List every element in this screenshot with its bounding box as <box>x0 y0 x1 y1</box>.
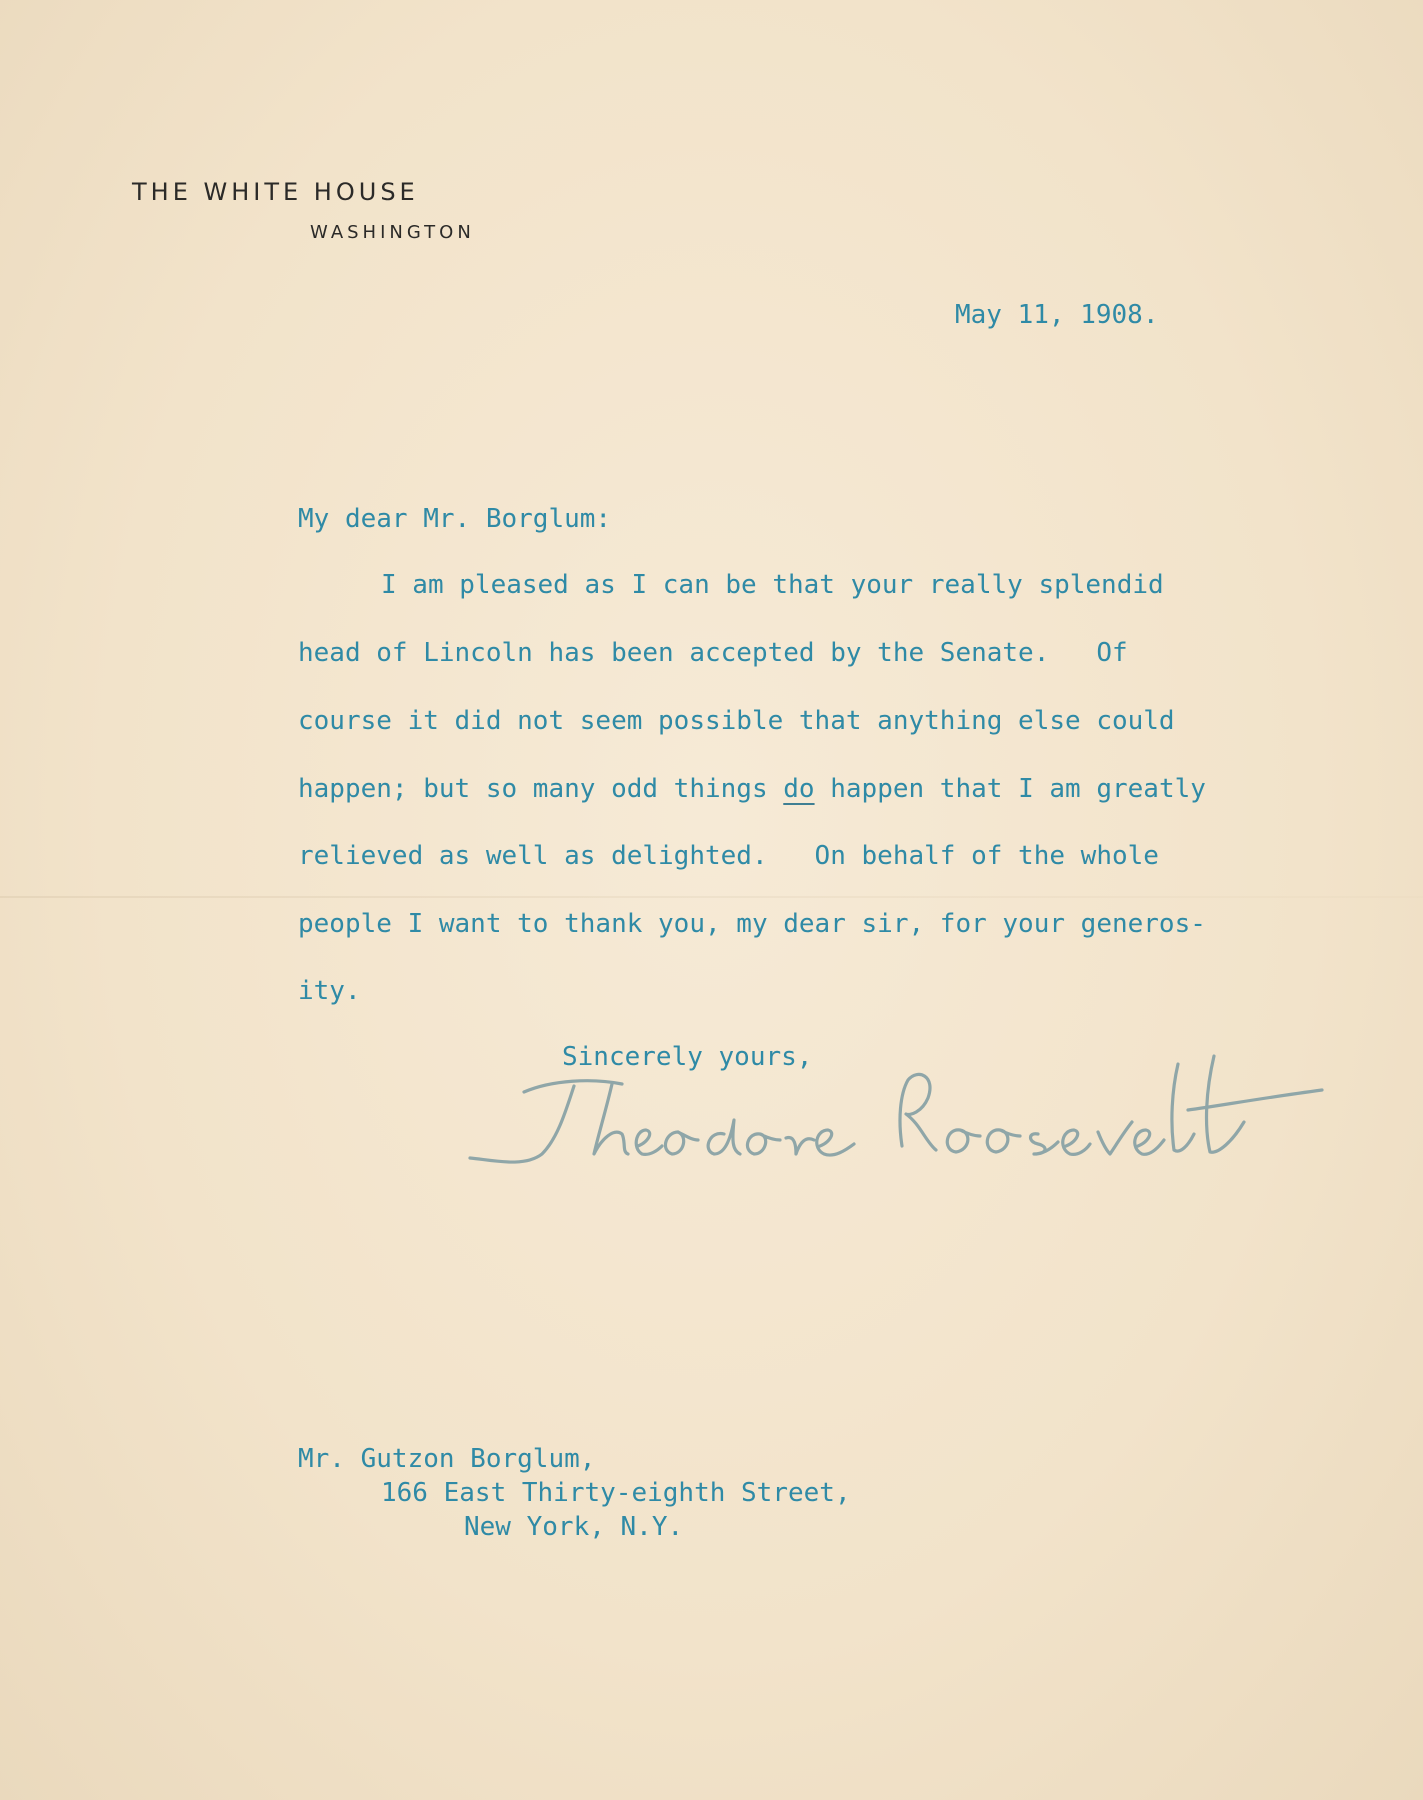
body-line-part: happen that I am greatly <box>830 774 1206 804</box>
address-line: Mr. Gutzon Borglum, <box>298 1444 596 1474</box>
body-line: people I want to thank you, my dear sir, for your generos- <box>298 909 1206 939</box>
closing: Sincerely yours, <box>562 1042 813 1072</box>
letter-date: May 11, 1908. <box>955 300 1159 330</box>
letterhead-title: THE WHITE HOUSE <box>132 178 419 206</box>
underlined-word: do <box>783 774 815 804</box>
handwritten-signature <box>462 1050 1382 1180</box>
paper-fold <box>0 896 1423 898</box>
body-line-part: happen; but so many odd things <box>298 774 768 804</box>
letterhead-subtitle: WASHINGTON <box>310 222 475 243</box>
body-line <box>298 776 1206 802</box>
body-line: course it did not seem possible that anything else could <box>298 706 1175 736</box>
address-line: 166 East Thirty-eighth Street, <box>381 1478 851 1508</box>
address-line: New York, N.Y. <box>464 1512 684 1542</box>
salutation: My dear Mr. Borglum: <box>298 504 612 534</box>
body-line: head of Lincoln has been accepted by the Senate. Of <box>298 638 1128 668</box>
body-line: relieved as well as delighted. On behalf of the whole <box>298 841 1159 871</box>
body-line: ity. <box>298 976 361 1006</box>
body-line: I am pleased as I can be that your really splendid <box>381 570 1164 600</box>
